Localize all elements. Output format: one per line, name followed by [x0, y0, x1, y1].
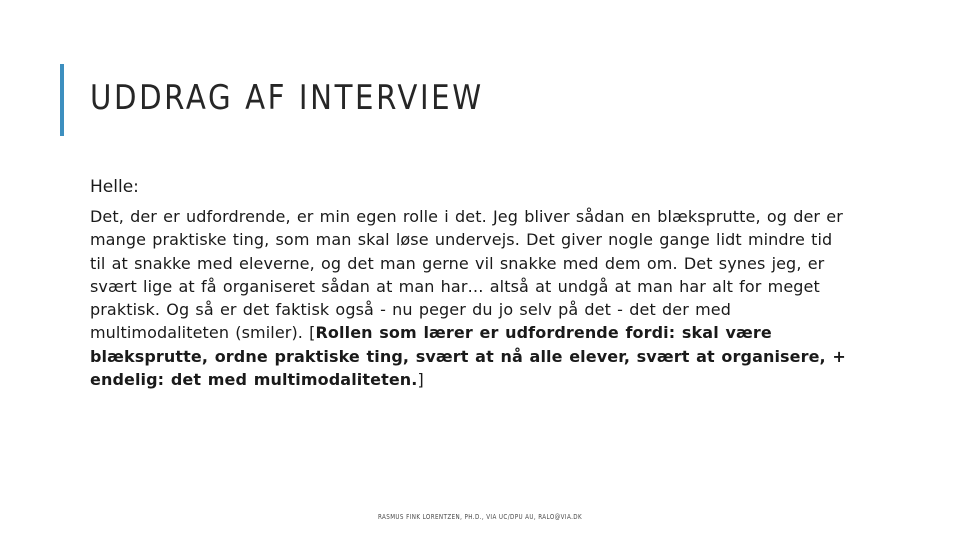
slide-footer: RASMUS FINK LORENTZEN, PH.D., VIA UC/DPU AU, RALO@VIA.DK — [377, 513, 583, 521]
speaker-label: Helle: — [90, 177, 139, 197]
slide-content — [90, 176, 850, 391]
quote-summary-bold: Rollen som lærer er udfordrende fordi: skal være blæksprutte, ordne praktiske ting, svært at nå alle elever, svært at organisere, + endelig: det med multimodaliteten. — [90, 323, 846, 390]
title-accent-bar — [60, 64, 64, 136]
slide-title: UDDRAG AF INTERVIEW — [90, 78, 484, 118]
quote-closing-bracket: ] — [417, 370, 424, 390]
interview-quote — [90, 205, 850, 391]
quote-text: Det, der er udfordrende, er min egen rolle i det. Jeg bliver sådan en blæksprutte, og der er mange praktiske ting, som man skal løse undervejs. Det giver nogle gange lidt mindre tid til at snakke med eleverne, og det man gerne vil snakke med dem om. Det synes jeg, er svært lige at få organiseret sådan at man har… altså at undgå at man har alt for meget praktisk. Og så er det faktisk også - nu peger du jo selv på det - det der med multimodaliteten (smiler). [ — [90, 207, 843, 343]
